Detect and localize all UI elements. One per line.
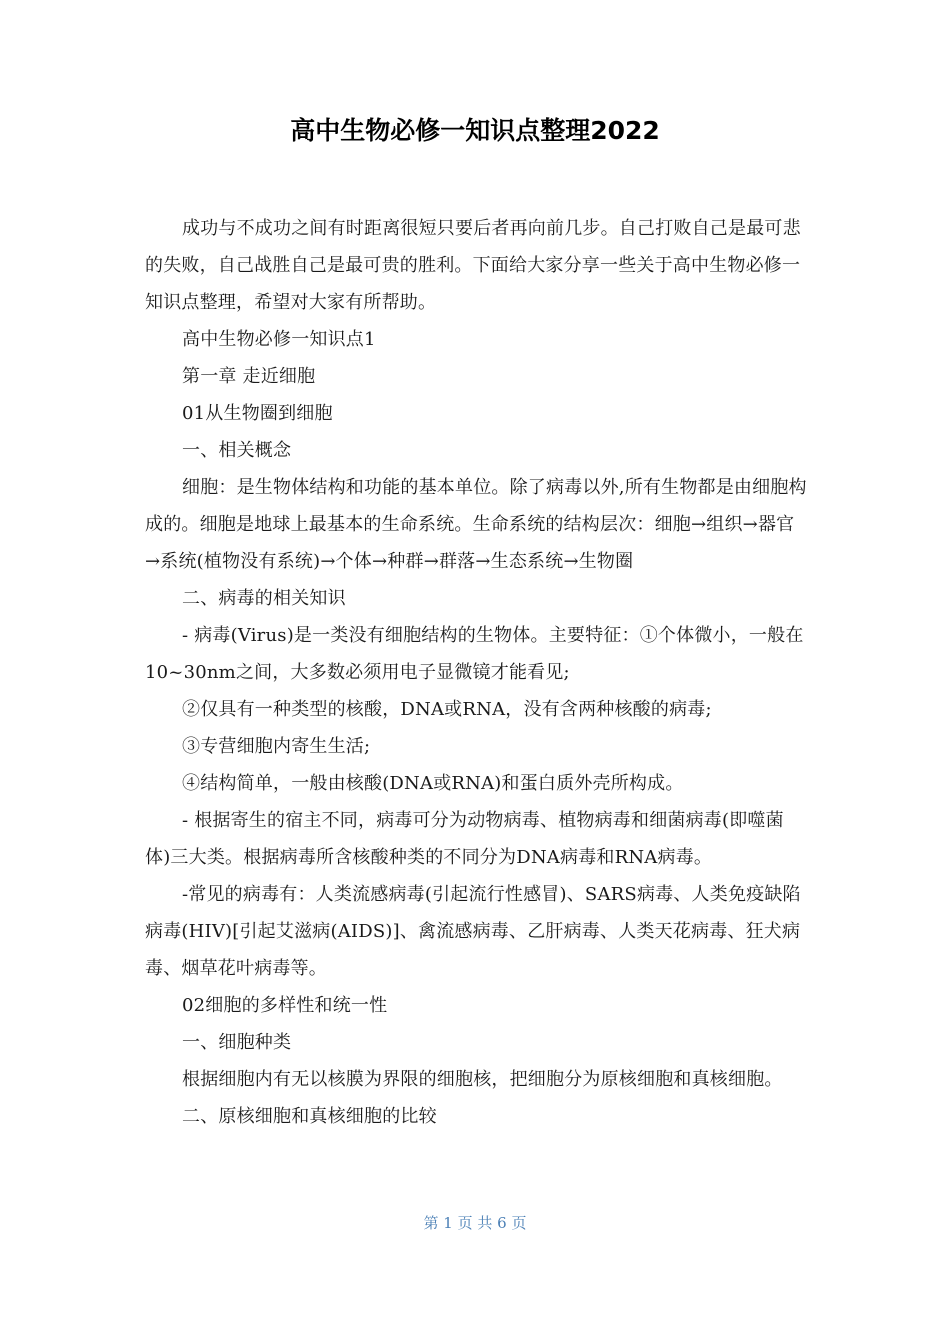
subsection-heading: 二、病毒的相关知识 [182,588,346,609]
section-heading: 高中生物必修一知识点1 [182,329,376,350]
body-paragraph: -常见的病毒有：人类流感病毒(引起流行性感冒)、SARS病毒、人类免疫缺陷病毒(HIV)[引起艾滋病(AIDS)]、禽流感病毒、乙肝病毒、人类天花病毒、狂犬病毒、烟草花叶病毒等。 [145,884,801,979]
body-paragraph: 细胞：是生物体结构和功能的基本单位。除了病毒以外,所有生物都是由细胞构成的。细胞是地球上最基本的生命系统。生命系统的结构层次：细胞→组织→器官→系统(植物没有系统)→个体→种群→群落→生态系统→生物圈 [145,477,807,572]
body-paragraph: ④结构简单，一般由核酸(DNA或RNA)和蛋白质外壳所构成。 [182,773,684,794]
subsection-heading: 02细胞的多样性和统一性 [182,995,388,1016]
body-paragraph: - 病毒(Virus)是一类没有细胞结构的生物体。主要特征：①个体微小，一般在10~30nm之间，大多数必须用电子显微镜才能看见; [145,625,804,683]
document-body [145,210,807,1135]
intro-paragraph: 成功与不成功之间有时距离很短只要后者再向前几步。自己打败自己是最可悲的失败，自己战胜自己是最可贵的胜利。下面给大家分享一些关于高中生物必修一知识点整理，希望对大家有所帮助。 [145,218,801,313]
body-paragraph: - 根据寄生的宿主不同，病毒可分为动物病毒、植物病毒和细菌病毒(即噬菌体)三大类。根据病毒所含核酸种类的不同分为DNA病毒和RNA病毒。 [145,810,784,868]
chapter-heading: 第一章 走近细胞 [182,366,316,387]
subsection-heading: 一、细胞种类 [182,1032,292,1053]
body-paragraph: 根据细胞内有无以核膜为界限的细胞核，把细胞分为原核细胞和真核细胞。 [182,1069,783,1090]
document-title: 高中生物必修一知识点整理2022 [290,116,660,145]
page-number-footer: 第 1 页 共 6 页 [423,1214,527,1232]
subsection-heading: 二、原核细胞和真核细胞的比较 [182,1106,437,1127]
body-paragraph: ②仅具有一种类型的核酸，DNA或RNA，没有含两种核酸的病毒; [182,699,712,720]
subsection-heading: 一、相关概念 [182,440,292,461]
subsection-heading: 01从生物圈到细胞 [182,403,333,424]
body-paragraph: ③专营细胞内寄生生活; [182,736,371,757]
